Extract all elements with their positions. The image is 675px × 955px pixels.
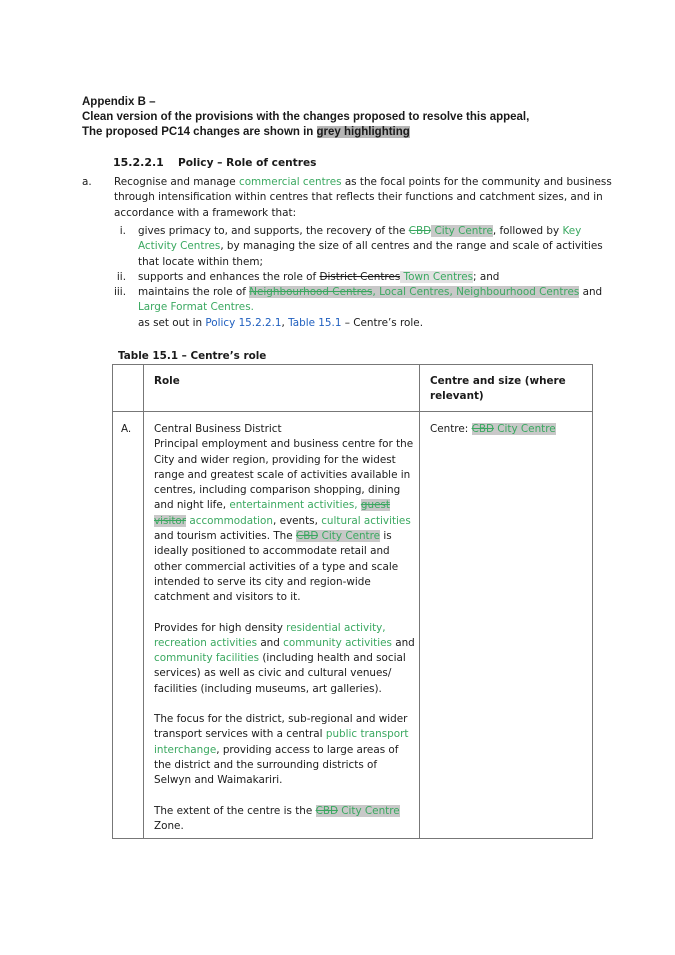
role-text-run: and tourism activities. The	[154, 530, 296, 543]
role-text-run: Provides for high density	[154, 621, 287, 634]
role-text-run: is ideally positioned to accommodate retail and other commercial activities of a type and scale intended to serve its city and region-wide catchment and visitors to it.	[154, 530, 399, 604]
role-text-run: , events,	[272, 514, 322, 527]
subitem-number: i.	[119, 225, 126, 237]
subitem-text-run: , by managing the size of all centres and the range and scale of activities that locate within them;	[138, 240, 603, 268]
highlighted-insertion: City Centre	[318, 530, 381, 543]
deleted-text: CBD	[408, 225, 432, 237]
header-role-cell	[144, 365, 420, 412]
item-a-label: a.	[82, 176, 92, 188]
deleted-text: CBD	[471, 423, 494, 435]
green-term: Key Activity Centres	[138, 225, 582, 253]
grey-highlight-sample: grey highlighting	[316, 126, 410, 138]
role-text-run: and	[391, 636, 415, 649]
subitem-text	[138, 270, 606, 285]
header-line-2: Clean version of the provisions with the changes proposed to resolve this appeal,	[82, 111, 530, 123]
section-title: Policy – Role of centres	[178, 157, 317, 169]
role-paragraph-2	[154, 621, 417, 697]
row-role-cell	[144, 412, 420, 839]
item-a-text	[114, 175, 614, 221]
role-text-run: , providing access to large areas of the district and the surrounding districts of Selwyn and Waimakariri.	[154, 743, 399, 787]
green-term: community activities	[283, 636, 392, 649]
role-text-run: Zone.	[154, 819, 184, 832]
table-row	[113, 412, 593, 839]
policy-link[interactable]: Policy 15.2.2.1	[205, 317, 282, 329]
role-text-run: The focus for the district, sub-regional and wider transport services with a central	[154, 713, 408, 741]
appendix-header	[82, 95, 642, 140]
role-text-run: and	[257, 636, 284, 649]
deleted-text: CBD	[315, 804, 338, 817]
subitem-text-run: maintains the role of	[138, 286, 250, 298]
subitem-number: ii.	[116, 271, 126, 283]
subitem-text-run: supports and enhances the role of	[138, 271, 320, 283]
header-line-3	[82, 125, 642, 140]
role-description	[144, 412, 419, 834]
subitem-text	[138, 224, 606, 270]
green-term: cultural activities	[321, 514, 411, 527]
row-label-cell	[113, 412, 144, 839]
green-term: public transport interchange	[154, 728, 409, 756]
green-term: residential activity, recreation activities	[154, 621, 386, 649]
row-label: A.	[121, 423, 132, 435]
section-number: 15.2.2.1	[113, 156, 164, 169]
green-term: Large Format Centres.	[138, 301, 254, 314]
highlighted-insertion: City Centre	[493, 423, 556, 435]
header-centre: Centre and size (where relevant)	[430, 375, 566, 403]
subitem-text-run: and	[579, 286, 603, 298]
table-caption: Table 15.1 – Centre’s role	[118, 350, 267, 362]
highlighted-insertion: City Centre	[431, 225, 493, 237]
header-centre-cell	[420, 365, 593, 412]
table-header-row	[113, 365, 593, 412]
set-out-line	[138, 316, 423, 331]
centre-size	[420, 412, 592, 437]
highlighted-insertion: , Local Centres, Neighbourhood Centres	[372, 286, 580, 298]
role-text-run: The extent of the centre is the	[154, 804, 316, 817]
deleted-text: District Centres	[319, 271, 401, 283]
deleted-text: guest visitor	[154, 499, 390, 527]
role-title: Central Business District	[154, 423, 282, 435]
set-out-text: ,	[281, 317, 289, 329]
centre-prefix: Centre:	[430, 423, 472, 435]
row-centre-cell	[420, 412, 593, 839]
green-insertion: Town Centres	[400, 271, 474, 283]
header-line-3-prefix: The proposed PC14 changes are shown in	[82, 126, 317, 138]
item-a-text-1: Recognise and manage	[114, 176, 239, 188]
role-paragraph-1	[154, 437, 417, 605]
centres-table	[112, 364, 593, 839]
green-term: accommodation	[189, 514, 273, 527]
subitem-number: iii.	[114, 286, 126, 298]
item-a-text-2: as the focal points for the community and business through intensification within centres that reflects their functions and catchment sizes, and in accordance with a framework that:	[114, 176, 612, 219]
role-paragraph-3	[154, 712, 417, 788]
subitem-text	[138, 285, 606, 316]
green-term: community facilities	[154, 652, 260, 665]
set-out-text: – Centre’s role.	[341, 317, 423, 329]
highlighted-insertion: City Centre	[337, 804, 400, 817]
subitem-text-run: , followed by	[492, 225, 563, 237]
green-term: entertainment activities,	[229, 499, 358, 512]
header-role: Role	[154, 375, 180, 387]
item-a-green-term: commercial centres	[238, 176, 342, 188]
set-out-text: as set out in	[138, 317, 206, 329]
deleted-text: CBD	[295, 530, 319, 543]
subitem-text-run: gives primacy to, and supports, the recovery of the	[138, 225, 409, 237]
table-link[interactable]: Table 15.1	[288, 317, 342, 329]
deleted-text: Neighbourhood Centres	[249, 286, 373, 298]
role-paragraph-4	[154, 804, 417, 835]
header-empty-cell	[113, 365, 144, 412]
header-line-1: Appendix B –	[82, 96, 156, 108]
subitem-text-run: ; and	[473, 271, 500, 283]
role-text-run: (including health and social services) as well as civic and cultural venues/ facilities (including museums, art galleries).	[154, 652, 406, 695]
role-text-run: Principal employment and business centre for the City and wider region, providing for the widest range and greatest scale of activities available in centres, including comparison shopping, dining and night life,	[154, 438, 414, 512]
